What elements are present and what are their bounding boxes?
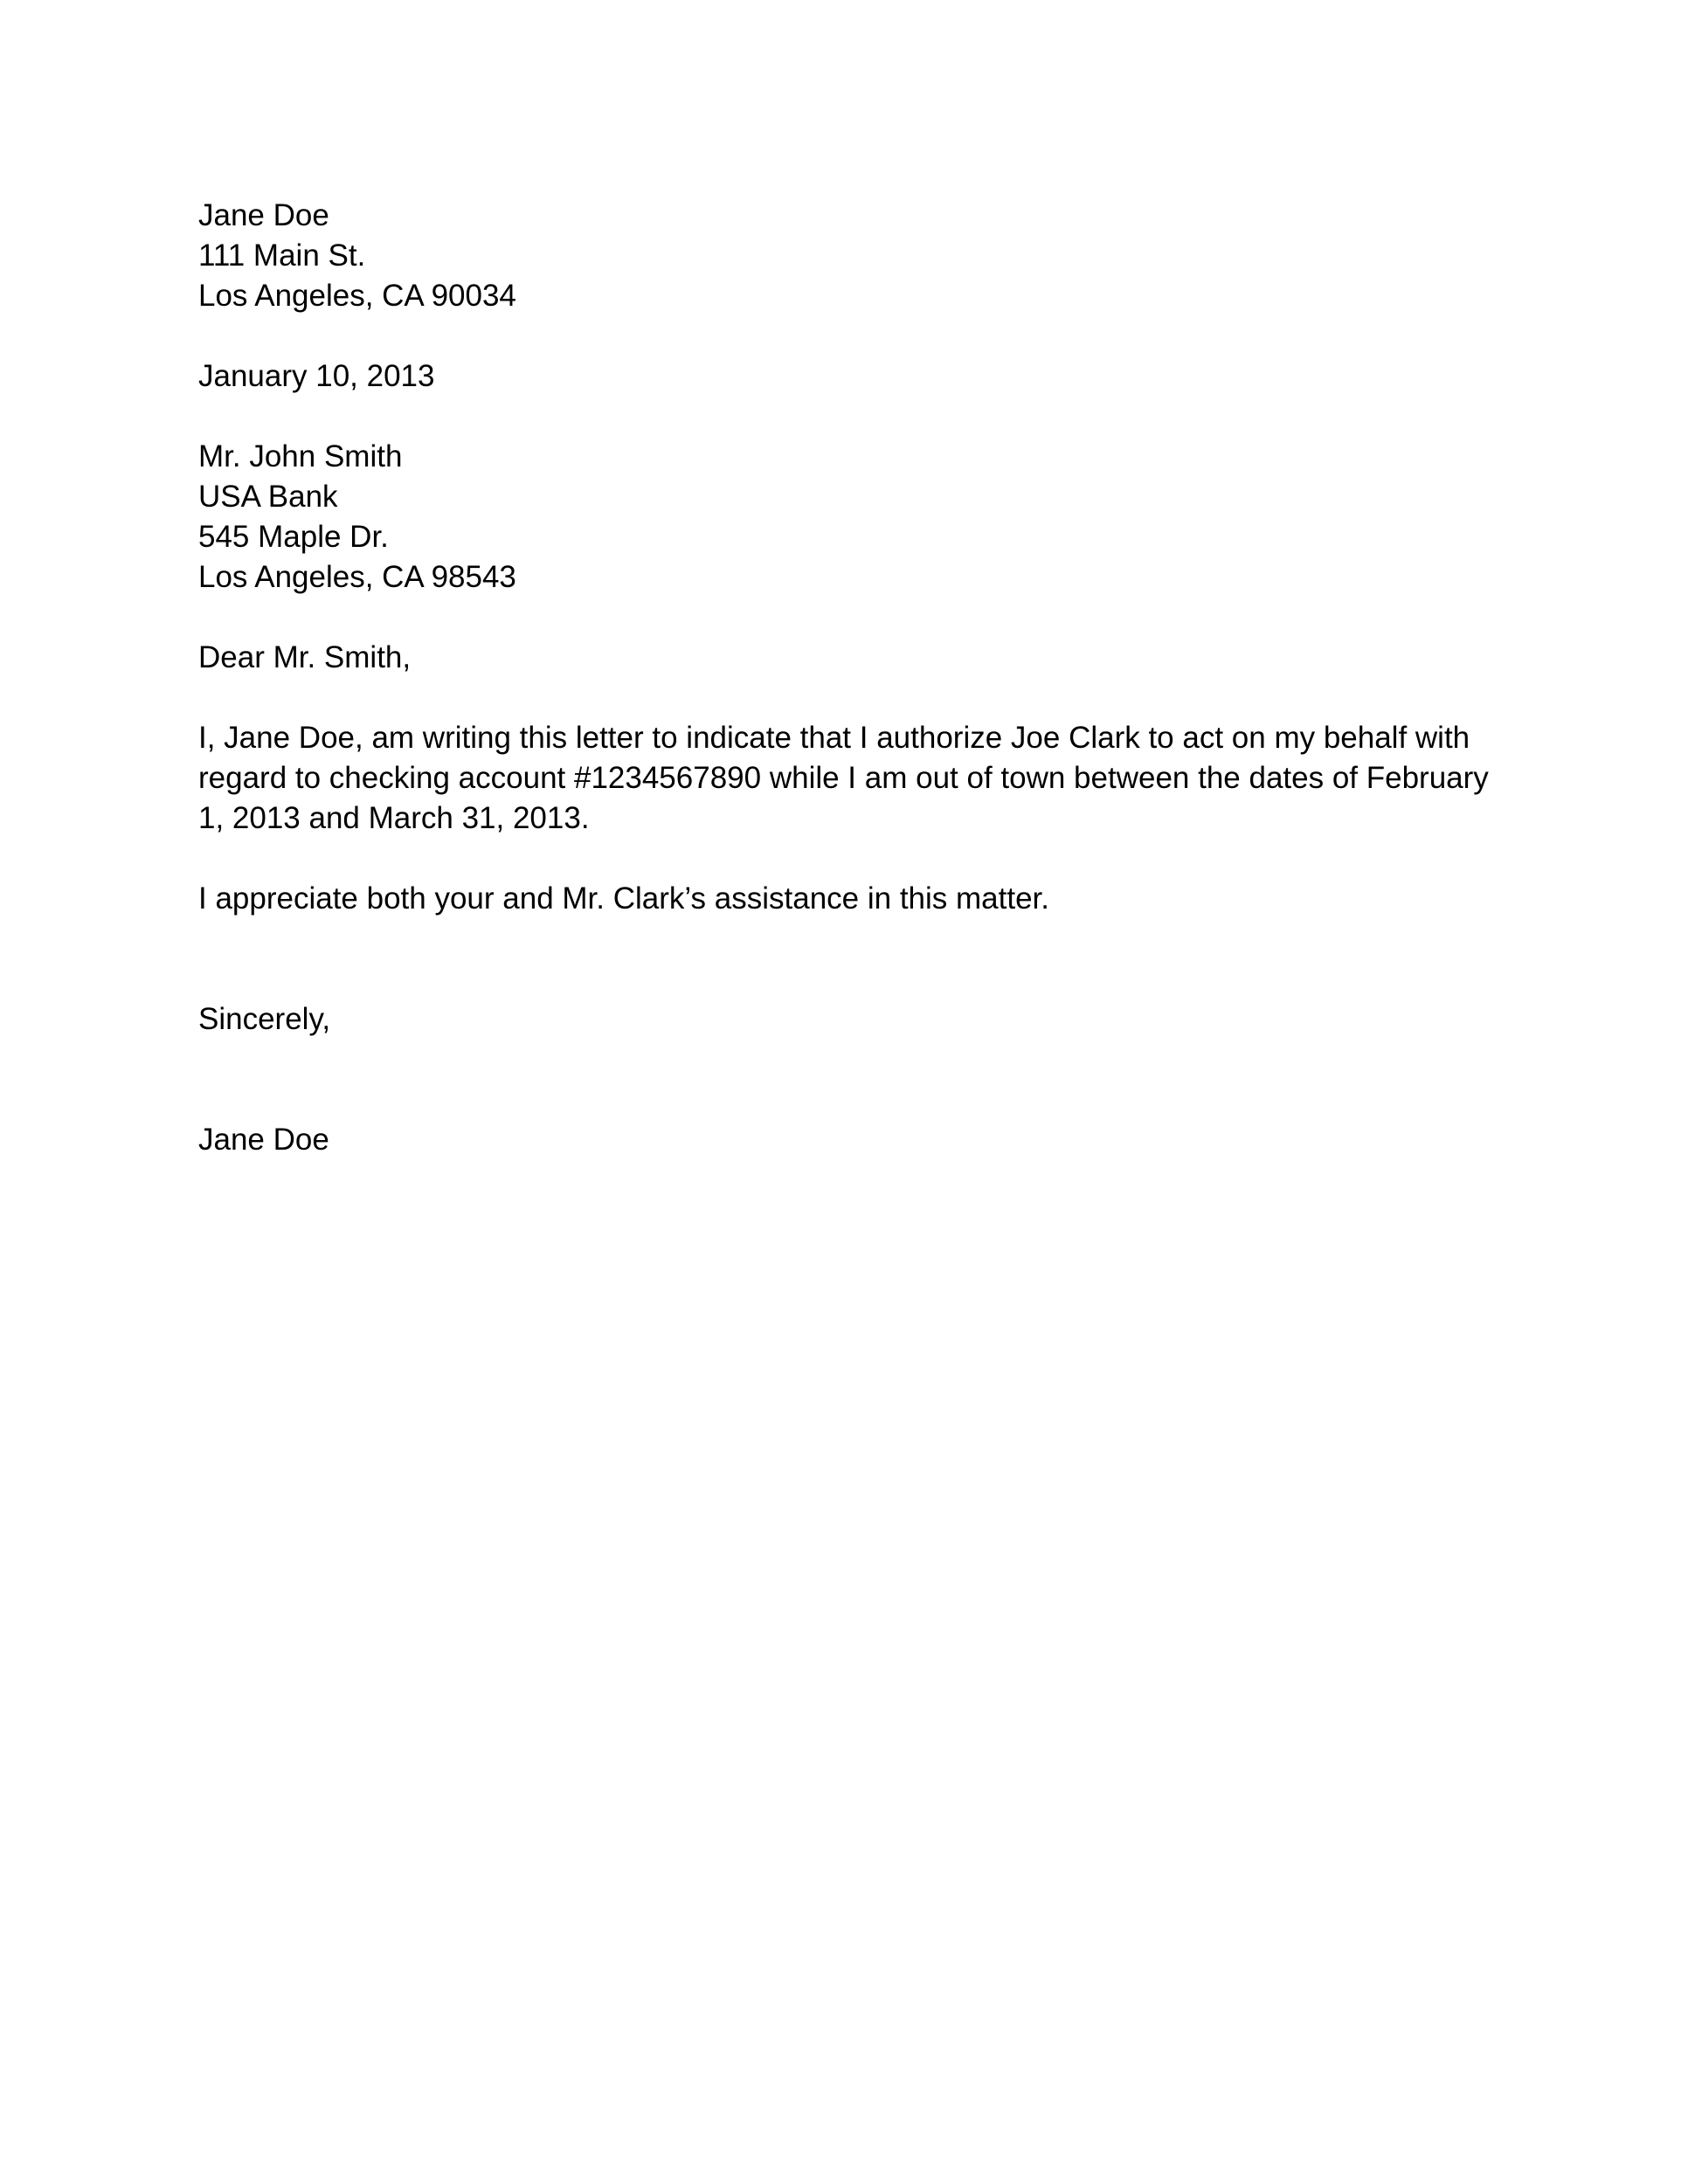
signature-block xyxy=(198,1120,1500,1160)
closing: Sincerely, xyxy=(198,1002,331,1036)
body-paragraph-1 xyxy=(198,718,1500,839)
signature-name: Jane Doe xyxy=(198,1123,329,1157)
body-paragraph-1-line-1: I, Jane Doe, am writing this letter to indicate that I authorize Joe Clark to act on my behalf with xyxy=(198,721,1470,755)
sender-street: 111 Main St. xyxy=(198,238,366,273)
date-block xyxy=(198,356,1500,397)
sender-city-state-zip: Los Angeles, CA 90034 xyxy=(198,279,516,313)
spacer xyxy=(198,316,1500,356)
spacer xyxy=(198,839,1500,879)
spacer xyxy=(198,598,1500,638)
recipient-company: USA Bank xyxy=(198,480,338,514)
spacer xyxy=(198,678,1500,718)
letter-date: January 10, 2013 xyxy=(198,359,435,393)
sender-name: Jane Doe xyxy=(198,198,329,232)
salutation-block xyxy=(198,638,1500,678)
recipient-name: Mr. John Smith xyxy=(198,439,403,473)
salutation: Dear Mr. Smith, xyxy=(198,640,412,674)
letter-content xyxy=(198,196,1500,1160)
body-paragraph-2 xyxy=(198,879,1500,919)
recipient-street: 545 Maple Dr. xyxy=(198,520,389,554)
closing-block xyxy=(198,999,1500,1040)
body-paragraph-2-line-1: I appreciate both your and Mr. Clark’s assistance in this matter. xyxy=(198,881,1049,916)
sender-address-block xyxy=(198,196,1500,316)
spacer xyxy=(198,1040,1500,1120)
body-paragraph-1-line-3: 1, 2013 and March 31, 2013. xyxy=(198,801,590,835)
spacer xyxy=(198,919,1500,999)
spacer xyxy=(198,397,1500,437)
body-paragraph-1-line-2: regard to checking account #1234567890 while I am out of town between the dates of February xyxy=(198,761,1489,795)
recipient-city-state-zip: Los Angeles, CA 98543 xyxy=(198,560,516,594)
recipient-address-block xyxy=(198,437,1500,598)
